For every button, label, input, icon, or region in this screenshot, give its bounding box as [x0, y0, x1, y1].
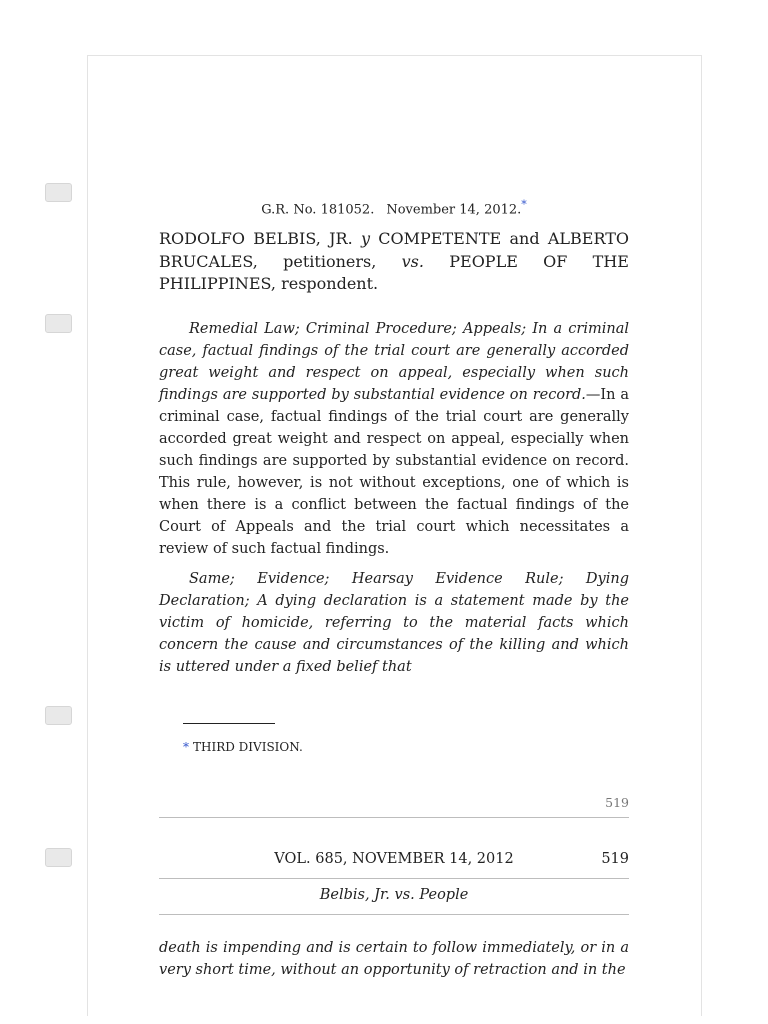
syllabus: [159, 318, 629, 686]
running-head-rule: [159, 878, 629, 879]
footnote-reference[interactable]: *: [521, 198, 527, 211]
footnote-text: THIRD DIVISION.: [193, 740, 303, 754]
syllabus-heading: Remedial Law; Criminal Procedure; Appeals; In a criminal case, factual findings of the trial court are generally accorded great weight and respect on appeal, especially when such findings are supported by substantial evidence on record.: [159, 321, 629, 403]
page-number: 519: [605, 795, 629, 810]
parties-text: RODOLFO BELBIS, JR.: [159, 229, 361, 248]
page-marker-tab[interactable]: [45, 706, 72, 725]
continuation-text: death is impending and is certain to follow immediately, or in a very short time, without an opportunity of retraction and in the: [159, 940, 629, 978]
page-marker-tab[interactable]: [45, 183, 72, 202]
parties-conjunction: y: [360, 229, 371, 248]
running-page-number: 519: [601, 851, 629, 867]
syllabus-paragraph: [159, 318, 629, 560]
page-marker-tab[interactable]: [45, 848, 72, 867]
running-head: [159, 851, 629, 867]
short-title-rule: [159, 914, 629, 915]
parties-versus: vs.: [401, 251, 424, 271]
volume-label: VOL. 685, NOVEMBER 14, 2012: [274, 851, 514, 867]
syllabus-heading: Same; Evidence; Hearsay Evidence Rule; Dying Declaration; A dying declaration is a statement made by the victim of homicide, referring to the material facts which concern the cause and circumstances of the killing and which is uttered under a fixed belief that: [159, 571, 629, 675]
syllabus-paragraph: [159, 568, 629, 678]
parties-text: PEOPLE OF THE PHILIPPINES, respondent.: [159, 251, 629, 293]
case-date: November 14, 2012.: [386, 202, 522, 218]
case-number: G.R. No. 181052.: [261, 202, 375, 218]
footnote-mark: *: [183, 740, 189, 754]
page-divider: [159, 817, 629, 818]
syllabus-text: —In a criminal case, factual findings of the trial court are generally accorded great weight and respect on appeal, especially when such findings are supported by substantial evidence on record. This rule, however, is not without exceptions, one of which is when there is a conflict between the factual findings of the Court of Appeals and the trial court which necessitates a review of such factual findings.: [159, 387, 629, 557]
footnote: [183, 740, 303, 754]
case-heading: [159, 198, 629, 217]
footnote-divider: [183, 723, 275, 724]
short-title: Belbis, Jr. vs. People: [319, 887, 469, 903]
parties-text: COMPETENTE and ALBERTO BRUCALES, petitioners,: [159, 229, 630, 271]
page-marker-tab[interactable]: [45, 314, 72, 333]
case-parties: [159, 228, 629, 296]
